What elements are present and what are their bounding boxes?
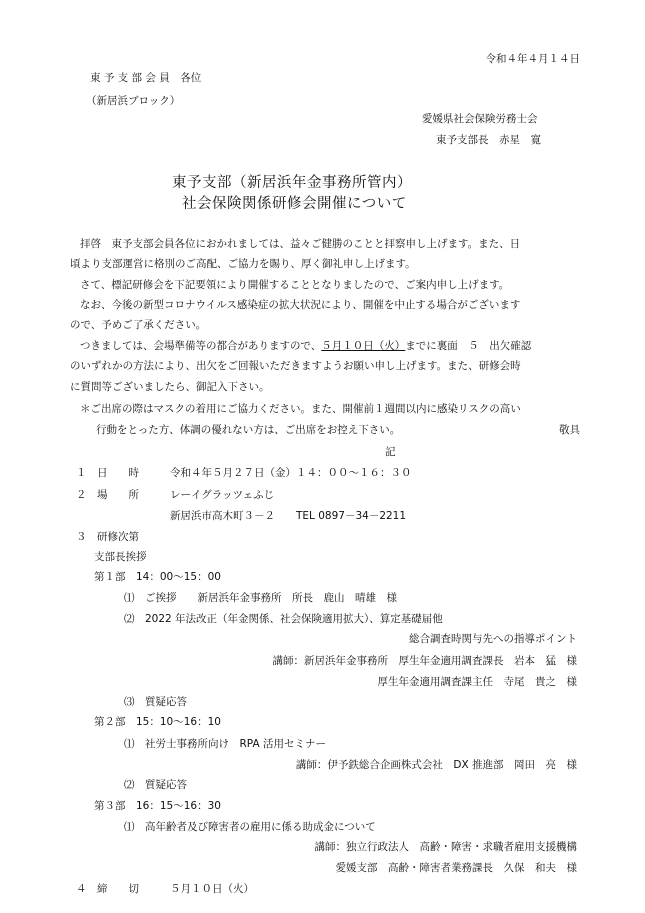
body-paragraph-1-cont: 頃より支部運営に格別のご高配、ご協力を賜り、厚く御礼申し上げます。 [70, 258, 416, 270]
body-paragraph-2: さて、標記研修会を下記要領により開催することとなりましたので、ご案内申し上げます。 [80, 279, 510, 291]
document-title-line2: 社会保険関係研修会開催について [182, 196, 407, 212]
body-paragraph-3: なお、今後の新型コロナウイルス感染症の拡大状況により、開催を中止する場合がございます [80, 299, 521, 311]
item-venue-address: 新居浜市高木町３－２ TEL 0897－34－2211 [170, 510, 407, 522]
part1-lecturer1: 講師：新居浜年金事務所 厚生年金適用調査課長 岩本 猛 様 [272, 655, 577, 667]
body-paragraph-4-cont2: に質問等ございましたら、御記入下さい。 [70, 381, 270, 393]
recipient-group: （新居浜ブロック） [86, 95, 181, 107]
document-date: 令和４年４月１４日 [485, 53, 580, 65]
part1-item1: ⑴ ご挨拶 新居浜年金事務所 所長 鹿山 晴雄 様 [124, 592, 397, 604]
part2-item1: ⑴ 社労士事務所向け RPA 活用セミナー [124, 738, 326, 750]
body-paragraph-3-cont: ので、予めご了承ください。 [70, 319, 207, 331]
body-paragraph-4-pre: つきましては、会場準備等の都合がありますので、 [80, 340, 322, 352]
program-greeting: 支部長挨拶 [94, 551, 147, 563]
part3-heading: 第３部 16：15～16：30 [94, 800, 221, 812]
body-paragraph-1: 拝啓 東予支部会員各位におかれましては、益々ご健勝のことと拝察申し上げます。また、日 [80, 238, 521, 250]
part1-heading: 第１部 14：00～15：00 [94, 571, 221, 583]
ki-heading: 記 [385, 446, 396, 458]
body-paragraph-4-post: までに裏面 ５ 出欠確認 [405, 340, 532, 352]
body-paragraph-4-cont: のいずれかの方法により、出欠をご回報いただきますようお願い申し上げます。また、研修会時 [70, 360, 521, 372]
item-datetime-label: １ 日 時 [76, 467, 139, 479]
notice-line2: 行動をとった方、体調の優れない方は、ご出席をお控え下さい。 [96, 424, 401, 436]
part1-lecturer2: 厚生年金適用調査課主任 寺尾 貴之 様 [377, 676, 577, 688]
item-deadline-label: ４ 締 切 [76, 883, 139, 895]
part1-item2-subtitle: 総合調査時関与先への指導ポイント [409, 633, 577, 645]
document-title-line1: 東予支部（新居浜年金事務所管内） [172, 175, 412, 191]
deadline-highlight: ５月１０日（火） [321, 340, 406, 352]
part2-item2: ⑵ 質疑応答 [124, 779, 187, 791]
sender-organization: 愛媛県社会保険労務士会 [422, 113, 538, 125]
item-program-label: ３ 研修次第 [76, 531, 139, 543]
item-venue-label: ２ 場 所 [76, 489, 139, 501]
item-deadline-value: ５月１０日（火） [170, 883, 254, 895]
part2-lecturer: 講師：伊予鉄総合企画株式会社 DX 推進部 岡田 亮 様 [295, 759, 577, 771]
item-venue-value: レーイグラッツェふじ [170, 489, 275, 501]
body-paragraph-4 [80, 341, 531, 352]
recipient-line: 東 予 支 部 会 員 各位 [90, 72, 202, 84]
part2-heading: 第２部 15：10～16：10 [94, 716, 221, 728]
part3-item1: ⑴ 高年齢者及び障害者の雇用に係る助成金について [124, 821, 376, 833]
notice-line1: ＊ご出席の際はマスクの着用にご協力ください。また、開催前１週間以内に感染リスクの高い [80, 403, 521, 415]
item-datetime-value: 令和４年５月２７日（金）１４：００～１６：３０ [170, 467, 412, 479]
part1-item3: ⑶ 質疑応答 [124, 696, 187, 708]
part1-item2: ⑵ 2022 年法改正（年金関係、社会保険適用拡大）、算定基礎届他 [124, 613, 443, 625]
closing-keigu: 敬具 [559, 424, 580, 436]
sender-name: 東予支部長 赤星 寛 [436, 134, 541, 146]
part3-lecturer1: 講師：独立行政法人 高齢・障害・求職者雇用支援機構 [314, 841, 577, 853]
part3-lecturer2: 愛媛支部 高齢・障害者業務課長 久保 和夫 様 [335, 862, 577, 874]
